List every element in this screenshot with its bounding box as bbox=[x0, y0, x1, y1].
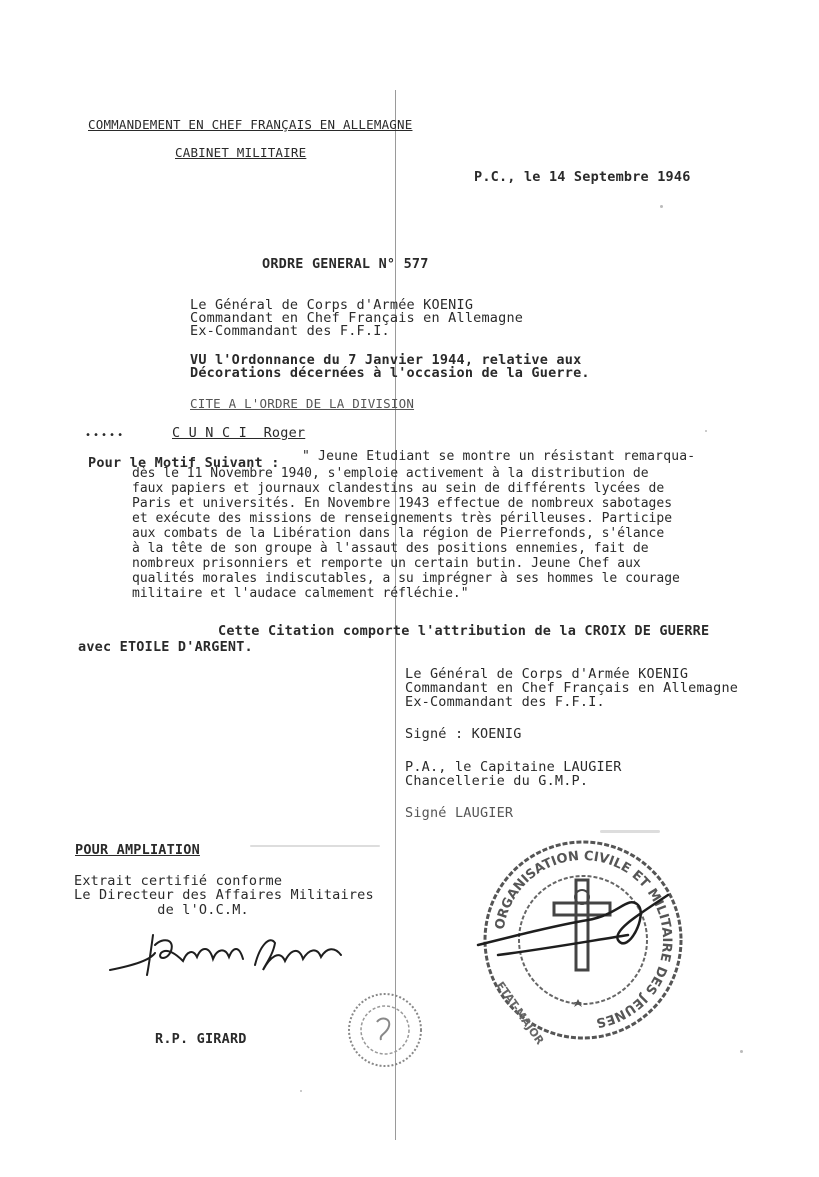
paper-speck bbox=[300, 1090, 302, 1092]
paper-smudge bbox=[600, 830, 660, 833]
citation-line: Cette Citation comporte l'attribution de la CROIX DE GUERRE bbox=[218, 623, 710, 639]
cite-division: CITE A L'ORDRE DE LA DIVISION bbox=[190, 396, 415, 411]
page-fold-line bbox=[395, 90, 396, 1140]
organisation-stamp bbox=[478, 835, 688, 1048]
motif-line: qualités morales indiscutables, a su imprégner à ses hommes le courage bbox=[132, 571, 680, 586]
signe-laugier: Signé LAUGIER bbox=[405, 805, 514, 821]
paper-speck bbox=[740, 1050, 743, 1053]
dots: ••••• bbox=[85, 430, 126, 441]
pa-line: Chancellerie du G.M.P. bbox=[405, 773, 589, 789]
paper-speck bbox=[705, 430, 707, 432]
ampliation-line: Extrait certifié conforme bbox=[74, 873, 283, 889]
general-line: Commandant en Chef Français en Allemagne bbox=[405, 680, 739, 696]
motif-line: à la tête de son groupe à l'assaut des positions ennemies, fait de bbox=[132, 541, 649, 556]
vu-line: Décorations décernées à l'occasion de la Guerre. bbox=[190, 365, 590, 381]
small-round-stamp bbox=[345, 990, 425, 1070]
ampliation-label: POUR AMPLIATION bbox=[75, 842, 200, 858]
general-line: Le Général de Corps d'Armée KOENIG bbox=[405, 666, 689, 682]
motif-first-line: " Jeune Etudiant se montre un résistant remarqua- bbox=[302, 449, 696, 464]
pa-line: P.A., le Capitaine LAUGIER bbox=[405, 759, 622, 775]
paper-speck bbox=[660, 205, 663, 208]
place-date: P.C., le 14 Septembre 1946 bbox=[474, 169, 691, 185]
stamp-left-text: ETAT-MAJOR bbox=[493, 979, 547, 1048]
motif-line: et exécute des missions de renseignements très périlleuses. Participe bbox=[132, 511, 673, 526]
ampliation-signatory: R.P. GIRARD bbox=[155, 1031, 247, 1047]
motif-line: dès le 11 Novembre 1940, s'emploie activement à la distribution de bbox=[132, 466, 649, 481]
motif-line: aux combats de la Libération dans la région de Pierrefonds, s'élance bbox=[132, 526, 665, 541]
motif-line: faux papiers et journaux clandestins au sein de différents lycées de bbox=[132, 481, 665, 496]
general-line: Ex-Commandant des F.F.I. bbox=[405, 694, 605, 710]
ampliation-line: Le Directeur des Affaires Militaires bbox=[74, 887, 374, 903]
stamp-cross-icon bbox=[576, 880, 588, 970]
cabinet-header: CABINET MILITAIRE bbox=[175, 145, 307, 160]
issuer-line: Ex-Commandant des F.F.I. bbox=[190, 323, 390, 339]
stamp-ring-text: ORGANISATION CIVILE ET MILITAIRE DES JEUNES bbox=[492, 848, 675, 1030]
handwritten-signature bbox=[105, 925, 355, 985]
motif-line: nombreux prisonniers et remporte un certain butin. Jeune Chef aux bbox=[132, 556, 641, 571]
issuer-line: Commandant en Chef Français en Allemagne bbox=[190, 310, 524, 326]
vu-line: VU l'Ordonnance du 7 Janvier 1944, relative aux bbox=[190, 352, 582, 368]
command-header: COMMANDEMENT EN CHEF FRANÇAIS EN ALLEMAGNE bbox=[88, 117, 413, 132]
issuer-line: Le Général de Corps d'Armée KOENIG bbox=[190, 297, 474, 313]
recipient-name: C U N C I Roger bbox=[172, 425, 306, 441]
signe-koenig: Signé : KOENIG bbox=[405, 726, 522, 742]
citation-line: avec ETOILE D'ARGENT. bbox=[78, 639, 253, 655]
ampliation-line: de l'O.C.M. bbox=[74, 902, 249, 918]
motif-label: Pour le Motif Suivant : bbox=[88, 455, 280, 471]
paper-smudge bbox=[250, 845, 380, 847]
motif-line: militaire et l'audace calmement réfléchie." bbox=[132, 586, 469, 601]
motif-line: Paris et universités. En Novembre 1943 effectue de nombreux sabotages bbox=[132, 496, 673, 511]
order-title: ORDRE GENERAL N° 577 bbox=[262, 256, 429, 272]
